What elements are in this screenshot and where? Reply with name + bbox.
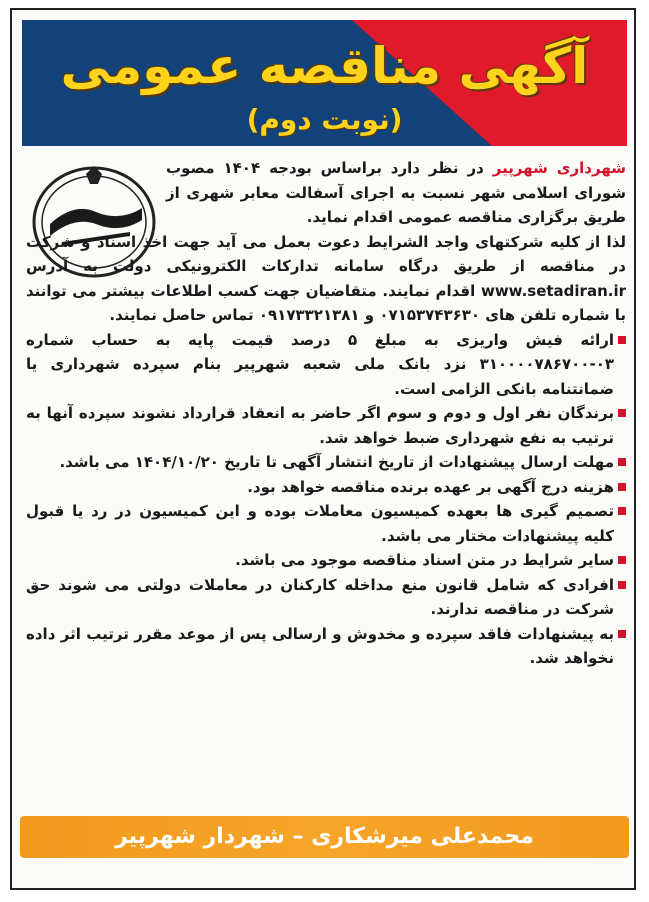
ad-title: آگهی مناقصه عمومی [60,37,589,95]
condition-item: تصمیم گیری ها بعهده کمیسیون معاملات بوده و این کمیسیون در رد یا قبول کلیه پیشنهادات مختار می باشد. [26,499,626,548]
condition-item: به پیشنهادات فاقد سپرده و مخدوش و ارسالی پس از موعد مقرر ترتیب اثر داده نخواهد شد. [26,622,626,671]
invite-text-after: اقدام نمایند. متقاضیان جهت کسب اطلاعات بیشتر می توانند با شماره تلفن های ۰۷۱۵۳۷۴۳۶۳۰ و ۰۹۱۷۳۳۲۱۳۸۱ تماس حاصل نمایند. [26,281,626,324]
ad-body [26,156,626,671]
ad-subtitle: (نوبت دوم) [246,103,403,136]
condition-item: سایر شرایط در متن اسناد مناقصه موجود می باشد. [26,548,626,573]
condition-item: ارائه فیش واریزی به مبلغ ۵ درصد قیمت پایه به حساب شماره ۰۳-۳۱۰۰۰۰۷۸۶۷۰۰ نزد بانک ملی شعبه شهرپیر بنام سپرده شهرداری یا ضمانتنامه بانکی الزامی است. [26,328,626,402]
condition-item: افرادی که شامل قانون منع مداخله کارکنان در معاملات دولتی می شوند حق شرکت در مناقصه ندارند. [26,573,626,622]
municipality-name: شهرداری شهرپیر [492,159,626,177]
condition-item: برندگان نفر اول و دوم و سوم اگر حاضر به انعقاد قرارداد نشوند سپرده آنها به ترتیب به نفع شهرداری ضبط خواهد شد. [26,401,626,450]
setadiran-link[interactable]: www.setadiran.ir [480,281,626,300]
condition-item: مهلت ارسال پیشنهادات از تاریخ انتشار آگهی تا تاریخ ۱۴۰۴/۱۰/۲۰ می باشد. [26,450,626,475]
condition-item: هزینه درج آگهی بر عهده برنده مناقصه خواهد بود. [26,475,626,500]
signature-bar: محمدعلی میرشکاری – شهردار شهرپیر [20,816,629,858]
conditions-list [26,328,626,671]
invite-text-before: لذا از کلیه شرکتهای واجد الشرایط دعوت بعمل می آید جهت اخذ اسناد و شرکت در مناقصه از طریق درگاه سامانه تدارکات الکترونیکی دولت به آدرس [26,232,626,275]
ad-header [22,20,627,146]
invite-paragraph [26,230,626,328]
intro-text: در نظر دارد براساس بودجه ۱۴۰۴ مصوب شورای اسلامی شهر نسبت به اجرای آسفالت معابر شهری از طریق برگزاری مناقصه عمومی اقدام نماید. [166,159,626,226]
intro-paragraph [26,156,626,230]
